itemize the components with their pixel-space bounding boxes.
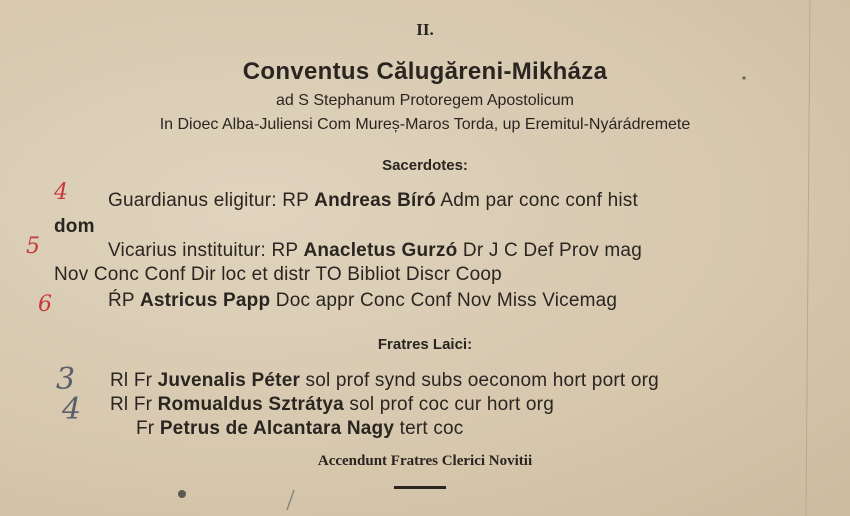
person-name: Andreas Bíró: [314, 190, 436, 211]
fratres-heading: Fratres Laici:: [377, 336, 473, 353]
person-name: Petrus de Alcantara Nagy: [159, 418, 395, 439]
closing-rule: [394, 486, 446, 489]
convent-dedication: ad S Stephanum Protoregem Apostolicum: [276, 92, 574, 109]
handwritten-number: 5: [26, 234, 40, 259]
sacerdos-line-papp: ŔP Astricus Papp Doc appr Conc Conf Nov Miss Vicemag: [108, 290, 618, 311]
pencil-stroke: [284, 488, 298, 512]
person-name: Romualdus Sztrátya: [157, 394, 344, 415]
convent-location: In Dioec Alba-Juliensi Com Mureș-Maros Torda, up Eremitul-Nyárádremete: [159, 116, 691, 133]
handwritten-number: 3: [56, 362, 76, 397]
ink-dot: [176, 488, 188, 500]
footer-note: Accendunt Fratres Clerici Novitii: [317, 453, 533, 469]
sacerdos-line-guardianus: Guardianus eligitur: RP Andreas Bíró Adm par conc conf hist: [108, 190, 638, 211]
handwritten-number: 4: [62, 392, 82, 427]
frater-line: Rl Fr Romualdus Sztrátya sol prof coc cur hort org: [110, 394, 554, 415]
person-name: Juvenalis Péter: [157, 370, 301, 391]
convent-title: Conventus Călugăreni-Mikháza: [242, 58, 608, 85]
page-edge-shadow: [796, 0, 820, 516]
sacerdos-line-continuation: dom: [54, 216, 95, 237]
handwritten-number: 6: [38, 292, 52, 317]
sacerdos-line-continuation: Nov Conc Conf Dir loc et distr TO Bibliot Discr Coop: [54, 264, 502, 285]
person-name: Astricus Papp: [139, 290, 271, 311]
ink-speck: [740, 74, 748, 82]
frater-line: Fr Petrus de Alcantara Nagy tert coc: [136, 418, 464, 439]
section-number: II.: [416, 20, 434, 39]
sacerdotes-heading: Sacerdotes:: [382, 157, 468, 174]
frater-line: Rl Fr Juvenalis Péter sol prof synd subs oeconom hort port org: [110, 370, 659, 391]
handwritten-number: 4: [54, 180, 68, 205]
person-name: Anacletus Gurzó: [303, 240, 458, 261]
sacerdos-line-vicarius: Vicarius instituitur: RP Anacletus Gurzó Dr J C Def Prov mag: [108, 240, 642, 261]
